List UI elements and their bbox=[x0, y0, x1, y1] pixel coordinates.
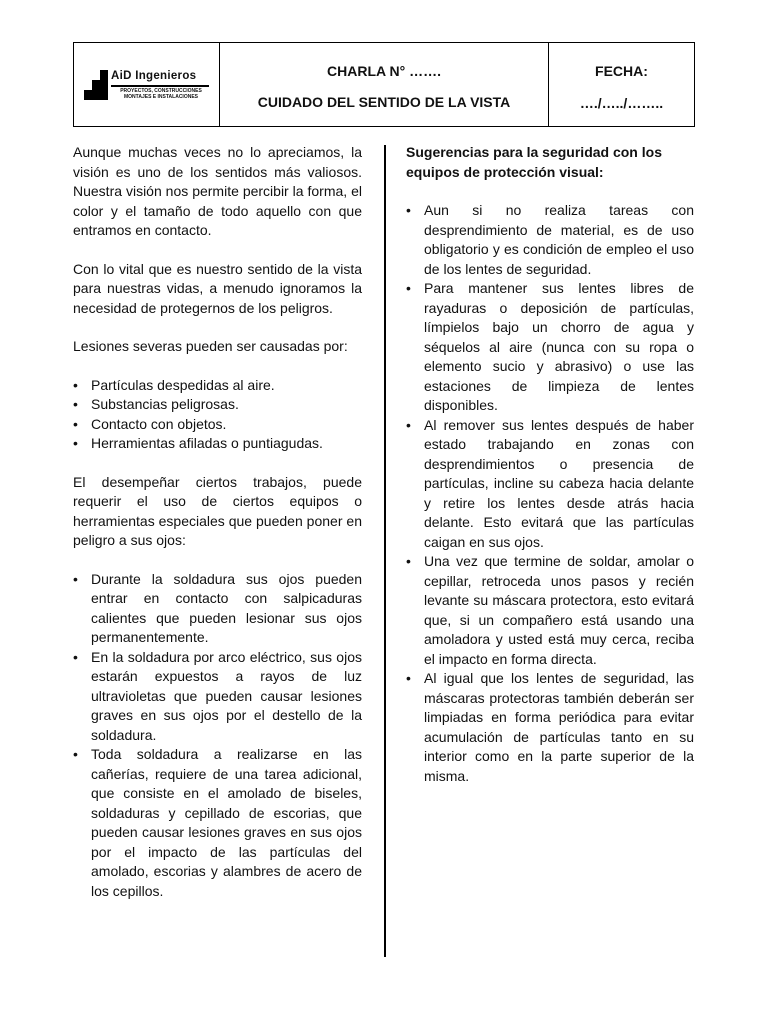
column-divider bbox=[384, 145, 386, 957]
list-item: • Durante la soldadura sus ojos pueden entrar en contacto con salpicaduras calientes que pueden lesionar sus ojos permanentemente. bbox=[73, 570, 362, 648]
list-item: • Una vez que termine de soldar, amolar o cepillar, retroceda unos pasos y recién levante su máscara protectora, esto evitará que, si un compañero está usando una amoladora y usted está muy cerca, reciba el impacto en forma directa. bbox=[406, 552, 694, 669]
risks-list bbox=[73, 570, 362, 902]
list-item: • En la soldadura por arco eléctrico, sus ojos estarán expuestos a rayos de luz ultravioletas que pueden causar lesiones graves en sus ojos por el destello de la soldadura. bbox=[73, 648, 362, 746]
logo-divider bbox=[111, 85, 209, 87]
right-column bbox=[406, 143, 694, 805]
document-header bbox=[73, 42, 695, 127]
list-item: • Substancias peligrosas. bbox=[73, 395, 362, 415]
intro-paragraph: Aunque muchas veces no lo apreciamos, la visión es uno de los sentidos más valiosos. Nuestra visión nos permite percibir la forma, el color y el tamaño de todo aquello con que entramos en contacto. bbox=[73, 144, 362, 238]
date-cell bbox=[549, 43, 694, 126]
company-name: AiD Ingenieros bbox=[111, 70, 197, 82]
list-item: • Partículas despedidas al aire. bbox=[73, 376, 362, 396]
date-value: …./…../…….. bbox=[579, 95, 664, 111]
logo-cell bbox=[74, 43, 220, 126]
title-cell bbox=[220, 43, 549, 126]
risks-intro: El desempeñar ciertos trabajos, puede requerir el uso de ciertos equipos o herramientas especiales que pueden poner en peligro a sus ojos: bbox=[73, 473, 362, 548]
stairs-logo-icon bbox=[84, 70, 108, 100]
date-label: FECHA: bbox=[595, 63, 648, 79]
list-item: • Contacto con objetos. bbox=[73, 415, 362, 435]
charla-number: CHARLA N° ……. bbox=[327, 63, 441, 79]
list-item: • Al igual que los lentes de seguridad, las máscaras protectoras también deberán ser limpiadas en forma periódica para evitar acumulación de partículas tanto en su interior como en la parte superior de la misma. bbox=[406, 669, 694, 786]
causes-list bbox=[73, 376, 362, 454]
company-tagline: PROYECTOS, CONSTRUCCIONES MONTAJES E INSTALACIONES bbox=[120, 88, 202, 100]
list-item: • Para mantener sus lentes libres de rayaduras o deposición de partículas, límpielos bajo un chorro de agua y séquelos al aire (nunca con su ropa o elemento sucio y abrasivo) o use las estaciones de limpieza de lentes disponibles. bbox=[406, 279, 694, 416]
list-item: • Herramientas afiladas o puntiagudas. bbox=[73, 434, 362, 454]
list-item: • Al remover sus lentes después de haber estado trabajando en zonas con desprendimientos o presencia de partículas, incline su cabeza hacia delante y retire los lentes desde atrás hacia delante. Esto evitará que las partículas caigan en sus ojos. bbox=[406, 416, 694, 553]
list-item: • Aun si no realiza tareas con desprendimiento de material, es de uso obligatorio y es condición de empleo el uso de los lentes de seguridad. bbox=[406, 201, 694, 279]
list-item: • Toda soldadura a realizarse en las cañerías, requiere de una tarea adicional, que consiste en el amolado de biseles, soldaduras y cepillado de escorias, que pueden causar lesiones graves en sus ojos por el impacto de las partículas del amolado, escorias y alambres de acero de los cepillos. bbox=[73, 745, 362, 901]
importance-paragraph: Con lo vital que es nuestro sentido de la vista para nuestras vidas, a menudo ignoramos la necesidad de protegernos de los peligros. bbox=[73, 260, 362, 316]
suggestions-list bbox=[406, 201, 694, 786]
page-title: CUIDADO DEL SENTIDO DE LA VISTA bbox=[257, 94, 511, 110]
causes-intro: Lesiones severas pueden ser causadas por: bbox=[73, 338, 348, 354]
suggestions-heading: Sugerencias para la seguridad con los equipos de protección visual: bbox=[406, 144, 662, 180]
left-column bbox=[73, 143, 362, 920]
